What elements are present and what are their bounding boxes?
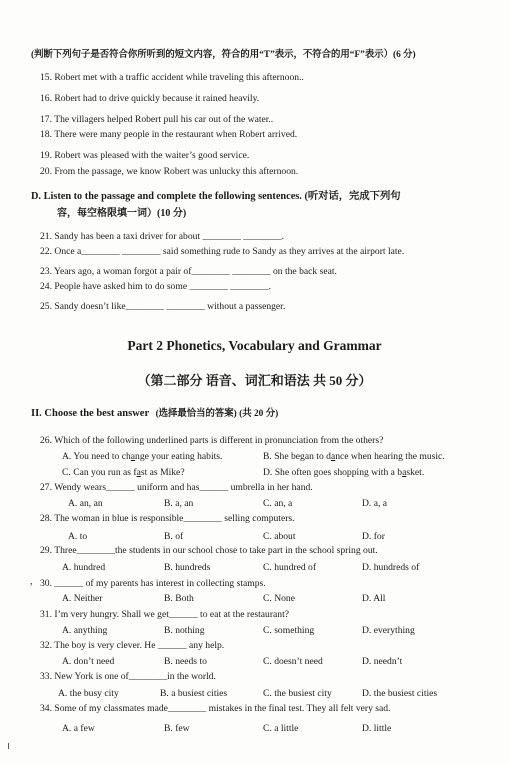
option-text: nce when hearing the music. [335,451,445,462]
q26-option-c [62,467,185,479]
option-b: B. hundreds [164,562,211,573]
list-item: 25. Sandy doesn’t like________ ________ without a passenger. [40,301,286,312]
option-d: D. a, a [362,498,388,509]
edge-mark [8,743,9,749]
list-item: 16. Robert had to drive quickly because it rained heavily. [40,93,260,104]
question-stem: 29. Three________the students in our school chose to take part in the school spring out. [40,545,378,556]
option-text: A. You need to ch [62,451,131,462]
part2-title: Part 2 Phonetics, Vocabulary and Grammar [127,338,382,353]
list-item: 24. People have asked him to do some ________ ________. [40,281,272,292]
section-d-heading-en: D. Listen to the passage and complete the following sentences. [31,191,302,202]
option-c: C. an, a [263,498,293,509]
question-stem: 34. Some of my classmates made________ mistakes in the final test. They all felt very sad. [40,703,391,714]
section-d-heading-cn-line2: 容，每空格限填一词）(10 分) [57,208,187,219]
option-d: D. All [362,593,386,604]
question-stem: 30. ______ of my parents has interest in collecting stamps. [40,578,266,589]
option-d: D. little [362,723,392,734]
question-stem: 31. I’m very hungry. Shall we get______ to eat at the restaurant? [40,609,290,620]
section-c-instruction: (判断下列句子是否符合你所听到的短文内容，符合的用“T”表示，不符合的用“F”表示）(6 分) [31,50,416,60]
option-b: B. of [164,531,184,542]
list-item: 15. Robert met with a traffic accident while traveling this afternoon.. [40,72,304,83]
option-a: A. to [68,531,88,542]
underlined-letter: a [402,467,407,478]
option-d: D. for [362,531,385,542]
option-a: A. Neither [62,593,103,604]
list-item: 21. Sandy has been a taxi driver for about ________ ________. [40,231,285,242]
option-text: nge your eating habits. [135,451,223,462]
option-b: B. a, an [164,498,194,509]
option-a: A. a few [62,723,95,734]
question-stem: 32. The boy is very clever. He ______ any help. [40,640,225,651]
q26-option-b [263,451,445,463]
section-ii-heading-en: II. Choose the best answer [31,408,149,419]
option-text: st as Mike? [140,467,185,478]
section-ii-heading [31,408,278,420]
option-c: C. a little [263,723,299,734]
underlined-letter: a [130,451,136,462]
option-c: C. the busiest city [263,688,332,699]
option-text: B. She began to d [263,451,331,462]
option-a: A. an, an [68,498,103,509]
option-a: A. don’t need [62,656,115,667]
question-stem: 26. Which of the following underlined parts is different in pronunciation from the others? [40,435,384,446]
underlined-letter: a [136,467,141,478]
list-item: 19. Robert was pleased with the waiter’s good service. [40,150,250,161]
option-text: sket. [406,467,425,478]
option-d: D. the busiest cities [362,688,438,699]
option-a: A. anything [62,625,108,636]
list-item: 20. From the passage, we know Robert was unlucky this afternoon. [40,166,299,177]
question-stem: 27. Wendy wears______ uniform and has______ umbrella in her hand. [40,482,313,493]
list-item: 22. Once a________ ________ said something rude to Sandy as they arrives at the airport late. [40,246,405,257]
q26-option-a [62,451,222,463]
list-item: 18. There were many people in the restaurant when Robert arrived. [40,129,298,140]
option-d: D. hundreds of [362,562,420,573]
option-c: C. hundred of [263,562,317,573]
stray-mark: , [30,576,33,587]
option-d: D. everything [362,625,415,636]
option-d: D. needn’t [362,656,403,667]
option-b: B. few [164,723,190,734]
section-d-heading-cn: (听对话，完成下列句 [304,191,401,202]
question-stem: 33. New York is one of________in the world. [40,671,216,682]
option-a: A. hundred [62,562,106,573]
option-b: B. nothing [164,625,205,636]
option-b: B. needs to [164,656,207,667]
option-c: C. doesn’t need [263,656,323,667]
q26-option-d [263,467,424,479]
option-c: C. something [263,625,315,636]
option-text: C. Can you run as f [62,467,137,478]
section-d-heading [31,191,401,203]
option-c: C. None [263,593,295,604]
part2-subtitle: （第二部分 语音、词汇和语法 共 50 分） [137,373,372,388]
option-b: B. a busiest cities [160,688,228,699]
section-ii-heading-cn: (选择最恰当的答案) (共 20 分) [155,409,279,419]
list-item: 17. The villagers helped Robert pull his car out of the water.. [40,114,274,125]
option-text: D. She often goes shopping with a b [263,467,403,478]
option-c: C. about [263,531,296,542]
option-b: B. Both [164,593,194,604]
list-item: 23. Years ago, a woman forgot a pair of________ ________ on the back seat. [40,266,337,277]
option-a: A. the busy city [58,688,119,699]
question-stem: 28. The woman in blue is responsible________ selling computers. [40,513,295,524]
underlined-letter: a [330,451,336,462]
